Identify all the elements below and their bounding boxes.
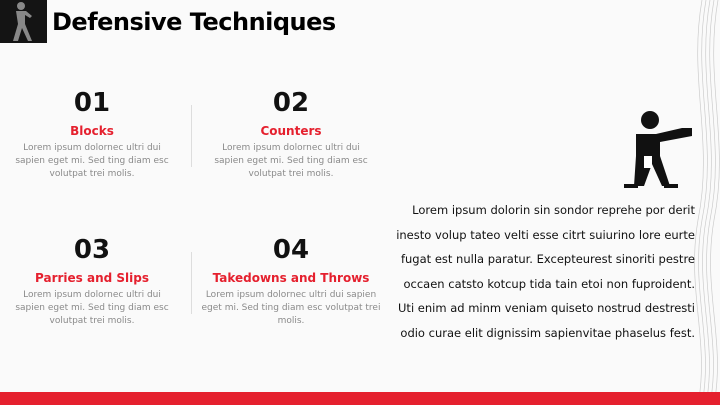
technique-card-3 [7,235,177,328]
divider [191,105,192,167]
card-heading: Takedowns and Throws [212,271,370,285]
card-description: Lorem ipsum dolornec ultri dui sapien eget mi. Sed ting diam esc volutpat trei molis. [214,143,368,179]
card-description: Lorem ipsum dolornec ultri dui sapien eget mi. Sed ting diam esc volutpat trei molis. [15,143,169,179]
card-heading: Counters [260,124,322,138]
divider [191,252,192,314]
technique-card-1 [7,88,177,181]
karate-fighter-logo-icon [0,0,47,43]
footer-accent-bar [0,392,720,405]
description-paragraph: Lorem ipsum dolorin sin sondor reprehe por derit inesto volup tateo velti esse citrt suiurino lore eurte fugat est nulla paratur. Excepteurest sinoriti pestre occaen catsto kotcup tida tain etoi non fuproident. Uti enim ad minm veniam quiseto nostrud destresti odio curae elit dignissim sapienvitae phaselus fest. [396,203,695,340]
card-number: 03 [73,235,111,265]
card-heading: Parries and Slips [35,271,149,285]
card-description: Lorem ipsum dolornec ultri dui sapien eget mi. Sed ting diam esc volutpat trei molis. [201,290,381,326]
technique-card-4 [196,235,386,328]
card-number: 04 [272,235,310,265]
card-number: 02 [272,88,310,118]
page-title: Defensive Techniques [52,8,336,36]
karate-punch-icon [620,110,700,195]
card-description: Lorem ipsum dolornec ultri dui sapien eget mi. Sed ting diam esc volutpat trei molis. [15,290,169,326]
technique-card-2 [206,88,376,181]
card-number: 01 [73,88,111,118]
card-heading: Blocks [70,124,114,138]
